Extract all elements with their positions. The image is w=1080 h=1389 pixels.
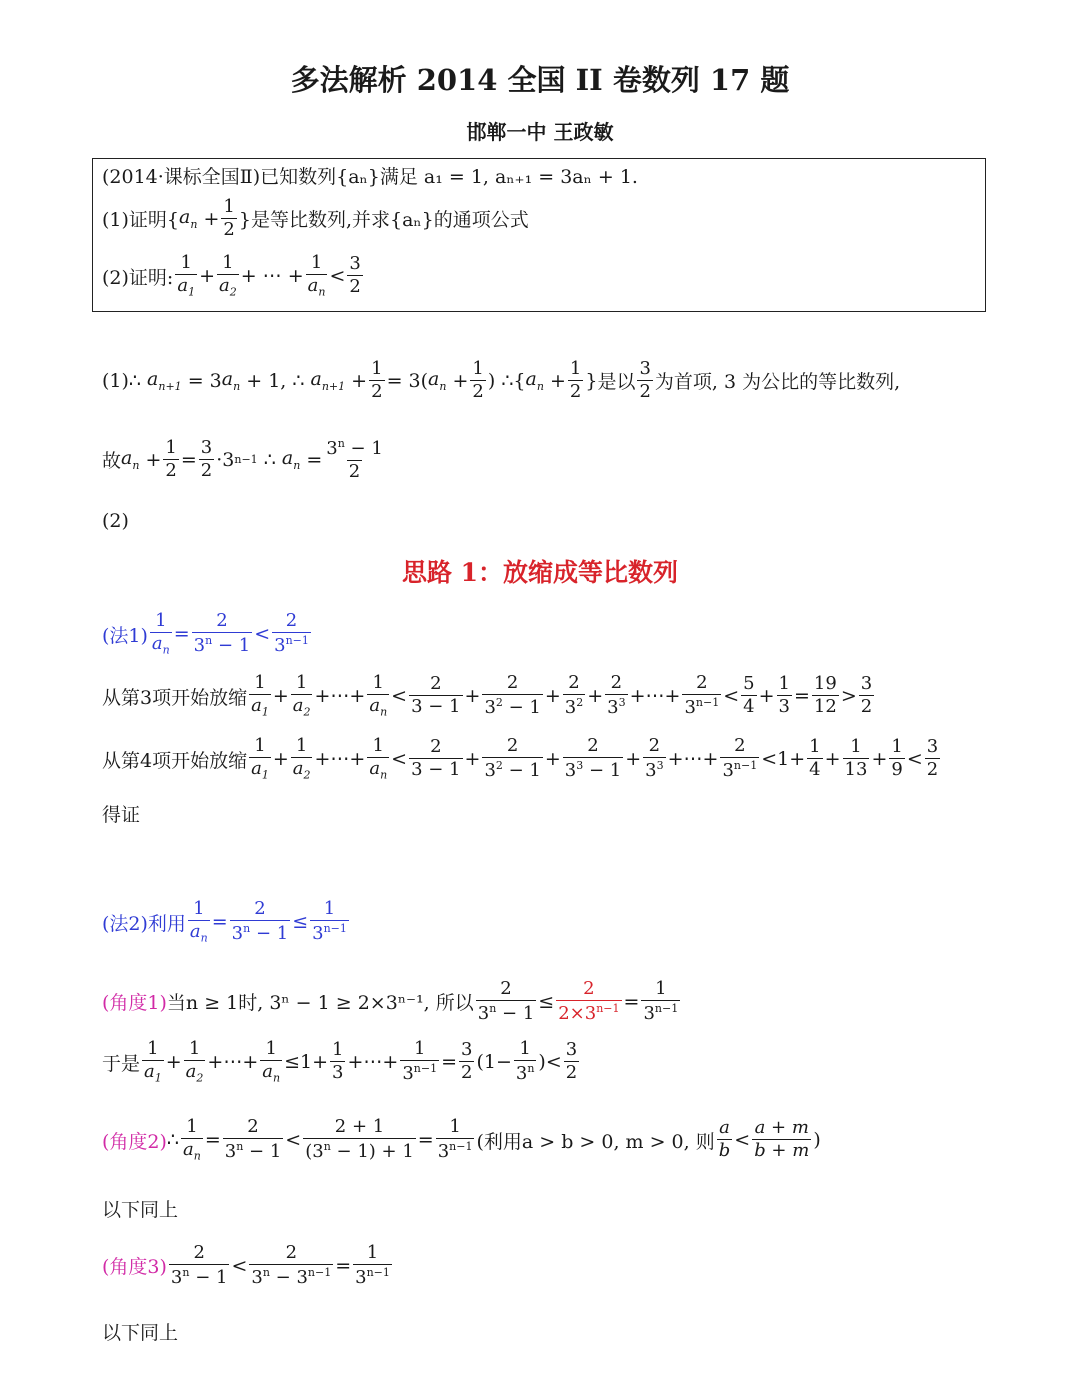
same-as-above-2: 以下同上: [102, 1322, 179, 1344]
problem-line-3: (2)证明: $\frac{1}{a_1}$ + $\frac{1}{a_2}$ + ⋯ + $\frac{1}{a_n}$ < $\frac{3}{2}$: [102, 252, 361, 299]
same-as-above-1: 以下同上: [102, 1199, 179, 1221]
angle3-line: (角度3) $\frac{2}{3^n - 1}$ < $\frac{2}{3^n - 3^{n-1}}$ = $\frac{1}{3^{n-1}}$: [102, 1242, 390, 1288]
angle1-line: (角度1) 当n ≥ 1时, 3ⁿ − 1 ≥ 2×3ⁿ⁻¹, 所以 $\frac{2}{3^n - 1}$ ≤ $\frac{2}{2\times 3^{n-1}}$ = $\frac{1}{3^{n-1}}$: [102, 978, 679, 1024]
page-title: 多法解析 2014 全国 II 卷数列 17 题: [290, 63, 790, 97]
author-line: 邯郸一中 王政敏: [466, 120, 614, 144]
method2-formula: (法2)利用 $\frac{1}{a_n}$ = $\frac{2}{3^n - 1}$ ≤ $\frac{1}{3^{n-1}}$: [102, 898, 347, 945]
angle2-line: (角度2) ∴ $\frac{1}{a_n}$ = $\frac{2}{3^n - 1}$ < $\frac{2 + 1}{(3^n - 1) + 1}$ = $\frac{1}{3^{n-1}}$ (利用a > b > 0, m > 0, 则 $\frac{a}{b}$ < $\frac{a + m}{b + m}$ ): [102, 1116, 821, 1163]
part2-label: (2): [102, 510, 129, 532]
problem-line-1: (2014·课标全国Ⅱ)已知数列{aₙ}满足 a₁ = 1, aₙ₊₁ = 3aₙ + 1.: [102, 166, 638, 188]
part1-line-1: (1)∴ $a_{n+1}$ = 3 $a_n$ + 1, ∴ $a_{n+1}$ + $\frac{1}{2}$ = 3( $a_n$ + $\frac{1}{2}$ ) ∴{ $a_n$ + $\frac{1}{2}$ } 是以 $\frac{3}{2}$ 为首项, 3 为公比的等比数列,: [102, 358, 901, 402]
part1-line-2: 故 $a_n$ + $\frac{1}{2}$ = $\frac{3}{2}$ ·3 n−1 ∴ $a_n$ = $\frac{3^n - 1}{2}$: [102, 437, 383, 482]
angle1-sum: 于是 $\frac{1}{a_1}$ + $\frac{1}{a_2}$ +⋯+ $\frac{1}{a_n}$ ≤1+ $\frac{1}{3}$ +⋯+ $\frac{1}{3^{n-1}}$ = $\frac{3}{2}$ (1− $\frac{1}{3^n}$ )< $\frac{3}{2}$: [102, 1038, 578, 1085]
section-heading-1: 思路 1：放缩成等比数列: [401, 558, 679, 587]
problem-line-2: (1)证明{ $a_n$ + $\frac{1}{2}$ }是等比数列,并求{aₙ}的通项公式: [102, 196, 529, 240]
method1-row-1: 从第3项开始放缩 $\frac{1}{a_1}$ + $\frac{1}{a_2}$ +⋯+ $\frac{1}{a_n}$ < $\frac{2}{3 - 1}$ + $\frac{2}{3^2 - 1}$ + $\frac{2}{3^2}$ + $\frac{2}{3^3}$ +⋯+ $\frac{2}{3^{n-1}}$ < $\frac{5}{4}$ + $\frac{1}{3}$ = $\frac{19}{12}$ > $\frac{3}{2}$: [102, 672, 873, 719]
method1-formula: (法1) $\frac{1}{a_n}$ = $\frac{2}{3^n - 1}$ < $\frac{2}{3^{n-1}}$: [102, 610, 309, 657]
method1-row-2: 从第4项开始放缩 $\frac{1}{a_1}$ + $\frac{1}{a_2}$ +⋯+ $\frac{1}{a_n}$ < $\frac{2}{3 - 1}$ + $\frac{2}{3^2 - 1}$ + $\frac{2}{3^3 - 1}$ + $\frac{2}{3^3}$ +⋯+ $\frac{2}{3^{n-1}}$ <1+ $\frac{1}{4}$ + $\frac{1}{13}$ + $\frac{1}{9}$ < $\frac{3}{2}$: [102, 735, 939, 782]
method1-conclusion: 得证: [102, 804, 141, 826]
